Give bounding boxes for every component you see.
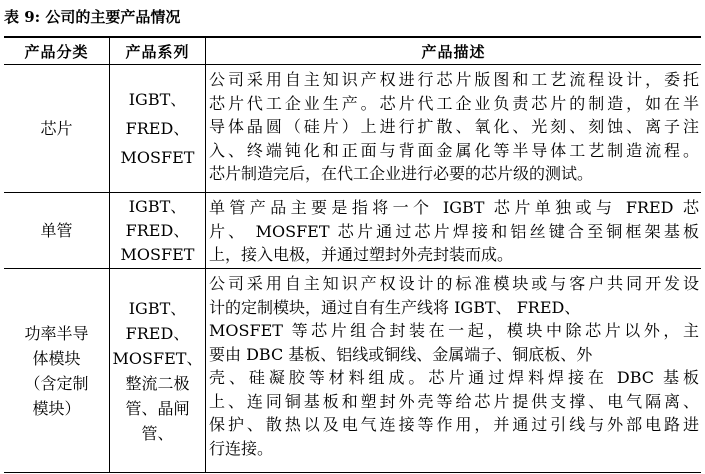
category-line: （含定制 xyxy=(24,373,89,393)
series-item: FRED、 xyxy=(125,323,190,343)
table-row-module-category xyxy=(4,269,109,472)
description-line: 壳、硅凝胶等材料组成。芯片通过焊料焊接在 DBC 基板 xyxy=(209,368,699,387)
series-item: MOSFET、 xyxy=(112,348,203,368)
description-line: 上，接入电极，并通过塑封外壳封装而成。 xyxy=(209,245,514,264)
category-line: 模块） xyxy=(32,398,81,418)
table-bottom-rule xyxy=(4,472,701,473)
series-item: IGBT、 xyxy=(128,90,187,109)
description-line: 芯片制造完后，在代工企业进行必要的芯片级的测试。 xyxy=(209,164,594,183)
description-line: 入、终端钝化和正面与背面金属化等半导体工艺制造流程。 xyxy=(209,140,699,160)
series-item: 管、 xyxy=(141,423,174,443)
description-line: MOSFET 等芯片组合封装在一起，模块中除芯片以外，主 xyxy=(209,321,699,340)
table-row-chip-series xyxy=(110,65,205,192)
table-row-module-series xyxy=(110,269,205,472)
description-line: 要由 DBC 基板、铝线或铜线、金属端子、铜底板、外 xyxy=(209,344,593,364)
category-line: 功率半导 xyxy=(24,323,89,343)
table-caption: 表 9: 公司的主要产品情况 xyxy=(4,8,181,26)
table-row-discrete-description xyxy=(209,196,699,267)
table-row-chip-category: 芯片 xyxy=(40,119,73,138)
series-item: MOSFET xyxy=(120,148,195,167)
header-series: 产品系列 xyxy=(125,42,190,61)
table-row-chip-description xyxy=(209,68,699,191)
table-row-module-description xyxy=(209,272,699,471)
description-line: 片、 MOSFET 芯片通过芯片焊接和铝丝键合至铜框架基板 xyxy=(209,221,699,241)
table-row-discrete-series xyxy=(110,193,205,268)
series-item: IGBT、 xyxy=(128,196,187,216)
header-description: 产品描述 xyxy=(421,42,486,61)
category-line: 体模块 xyxy=(32,348,81,368)
description-line: 单管产品主要是指将一个 IGBT 芯片单独或与 FRED 芯 xyxy=(209,198,699,217)
series-item: FRED、 xyxy=(125,220,190,240)
series-item: FRED、 xyxy=(125,119,190,138)
series-item: 整流二极 xyxy=(125,373,190,393)
column-divider xyxy=(205,37,206,472)
series-item: 管、晶闸 xyxy=(125,398,190,418)
table-row-discrete-category: 单管 xyxy=(40,221,73,240)
description-line: 公司采用自主知识产权设计的标准模块或与客户共同开发设 xyxy=(209,274,699,293)
description-line: 公司采用自主知识产权进行芯片版图和工艺流程设计，委托 xyxy=(209,70,699,89)
series-item: IGBT、 xyxy=(128,298,187,318)
header-category: 产品分类 xyxy=(24,42,89,61)
series-item: MOSFET xyxy=(120,244,195,264)
description-line: 导体晶圆（硅片）上进行扩散、氧化、光刻、刻蚀、离子注 xyxy=(209,117,699,136)
description-line: 上、连同铜基板和塑封外壳等给芯片提供支撑、电气隔离、 xyxy=(209,391,699,411)
description-line: 芯片代工企业生产。芯片代工企业负责芯片的制造，如在半 xyxy=(209,93,699,113)
description-line: 行连接。 xyxy=(209,438,274,458)
description-line: 计的定制模块，通过自有生产线将 IGBT、 FRED、 xyxy=(209,297,581,317)
description-line: 保护、散热以及电气连接等作用，并通过引线与外部电路进 xyxy=(209,415,699,434)
